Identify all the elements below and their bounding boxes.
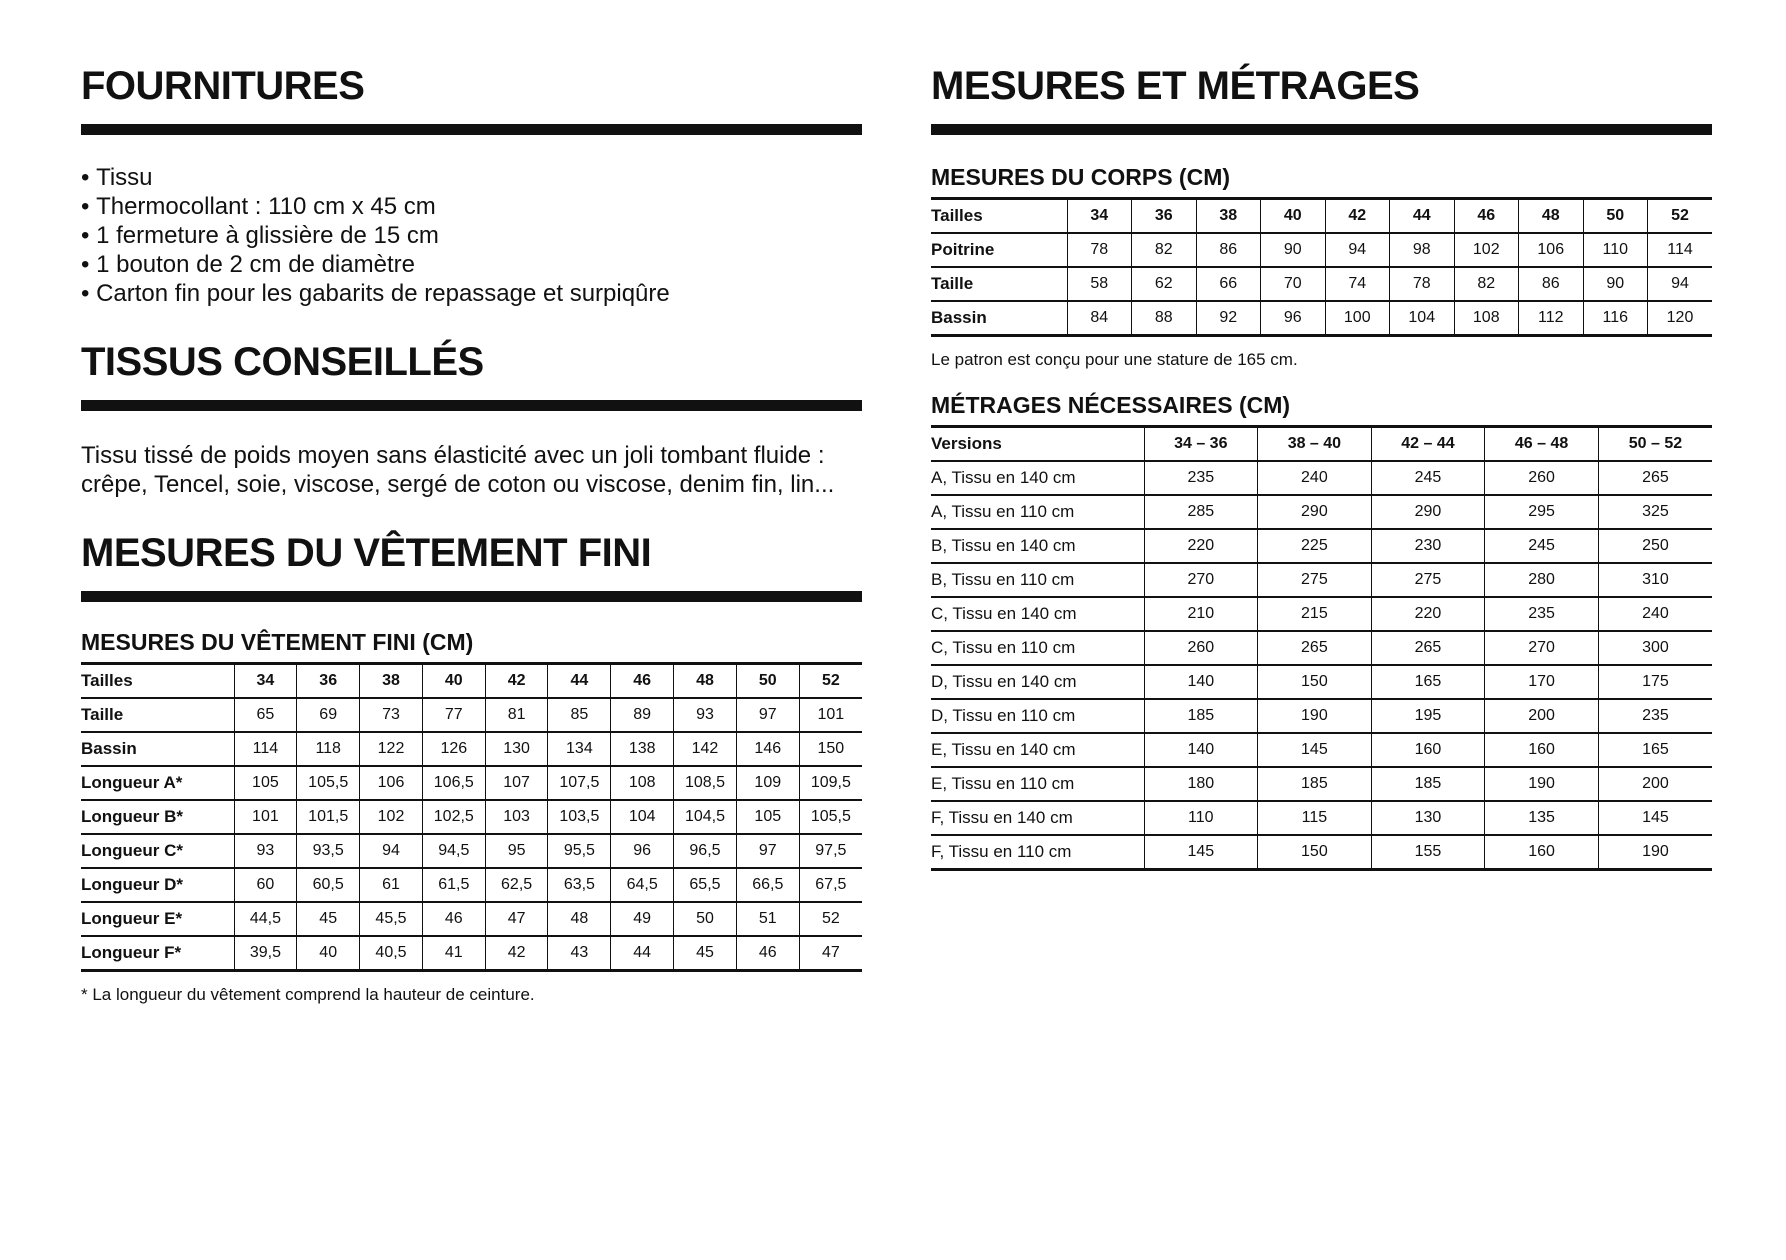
table-cell: 180 bbox=[1144, 767, 1258, 801]
mesures-heading: MESURES ET MÉTRAGES bbox=[931, 64, 1420, 108]
table-cell: 110 bbox=[1144, 801, 1258, 835]
table-cell: 215 bbox=[1258, 597, 1372, 631]
table-row bbox=[81, 902, 862, 936]
table-cell: 165 bbox=[1371, 665, 1485, 699]
table-header-row bbox=[931, 427, 1712, 462]
table-cell: 240 bbox=[1258, 461, 1372, 495]
table-row bbox=[931, 597, 1712, 631]
table-row-label: E, Tissu en 140 cm bbox=[931, 733, 1144, 767]
table-cell: 45 bbox=[297, 902, 360, 936]
table-row bbox=[931, 233, 1712, 267]
table-cell: 230 bbox=[1371, 529, 1485, 563]
table-cell: 95 bbox=[485, 834, 548, 868]
table-row-label: A, Tissu en 140 cm bbox=[931, 461, 1144, 495]
table-cell: 52 bbox=[799, 902, 862, 936]
table-row bbox=[81, 936, 862, 971]
table-row-label: A, Tissu en 110 cm bbox=[931, 495, 1144, 529]
table-cell: 102 bbox=[360, 800, 423, 834]
table-cell: 47 bbox=[485, 902, 548, 936]
table-row bbox=[931, 665, 1712, 699]
table-row-label: Longueur E* bbox=[81, 902, 234, 936]
table-header-cell: 42 bbox=[1325, 199, 1390, 234]
table-cell: 185 bbox=[1144, 699, 1258, 733]
table-row bbox=[931, 801, 1712, 835]
table-cell: 265 bbox=[1258, 631, 1372, 665]
table-cell: 126 bbox=[422, 732, 485, 766]
table-row bbox=[931, 699, 1712, 733]
table-cell: 310 bbox=[1598, 563, 1712, 597]
table-cell: 105,5 bbox=[799, 800, 862, 834]
fournitures-heading: FOURNITURES bbox=[81, 64, 365, 108]
table-cell: 260 bbox=[1144, 631, 1258, 665]
table-cell: 190 bbox=[1598, 835, 1712, 870]
table-cell: 51 bbox=[736, 902, 799, 936]
table-cell: 43 bbox=[548, 936, 611, 971]
table-cell: 46 bbox=[736, 936, 799, 971]
table-header-cell: 42 – 44 bbox=[1371, 427, 1485, 462]
table-cell: 101,5 bbox=[297, 800, 360, 834]
fournitures-list bbox=[81, 163, 862, 308]
table-cell: 145 bbox=[1258, 733, 1372, 767]
table-cell: 88 bbox=[1132, 301, 1197, 336]
table-cell: 60 bbox=[234, 868, 297, 902]
table-cell: 100 bbox=[1325, 301, 1390, 336]
table-cell: 106 bbox=[360, 766, 423, 800]
table-cell: 92 bbox=[1196, 301, 1261, 336]
table-cell: 67,5 bbox=[799, 868, 862, 902]
vetement-table-title: MESURES DU VÊTEMENT FINI (CM) bbox=[81, 629, 474, 655]
table-cell: 104,5 bbox=[674, 800, 737, 834]
table-row bbox=[931, 631, 1712, 665]
section-rule bbox=[81, 400, 862, 411]
table-cell: 94 bbox=[1325, 233, 1390, 267]
table-cell: 285 bbox=[1144, 495, 1258, 529]
table-cell: 190 bbox=[1258, 699, 1372, 733]
table-header-cell: 34 bbox=[1067, 199, 1132, 234]
table-cell: 86 bbox=[1196, 233, 1261, 267]
table-cell: 104 bbox=[1390, 301, 1455, 336]
table-row bbox=[81, 834, 862, 868]
table-header-cell: 36 bbox=[297, 664, 360, 699]
table-cell: 42 bbox=[485, 936, 548, 971]
table-cell: 280 bbox=[1485, 563, 1599, 597]
table-cell: 93 bbox=[234, 834, 297, 868]
table-cell: 106 bbox=[1519, 233, 1584, 267]
table-cell: 225 bbox=[1258, 529, 1372, 563]
table-row-label: B, Tissu en 110 cm bbox=[931, 563, 1144, 597]
list-item: • Tissu bbox=[81, 163, 862, 192]
table-cell: 101 bbox=[799, 698, 862, 732]
table-cell: 130 bbox=[1371, 801, 1485, 835]
table-cell: 160 bbox=[1485, 733, 1599, 767]
table-cell: 49 bbox=[611, 902, 674, 936]
list-item: • Thermocollant : 110 cm x 45 cm bbox=[81, 192, 862, 221]
table-cell: 110 bbox=[1583, 233, 1648, 267]
table-cell: 160 bbox=[1371, 733, 1485, 767]
table-header-cell: Versions bbox=[931, 427, 1144, 462]
table-cell: 39,5 bbox=[234, 936, 297, 971]
table-cell: 97 bbox=[736, 698, 799, 732]
tissus-text: Tissu tissé de poids moyen sans élasticité avec un joli tombant fluide : crêpe, Tencel, soie, viscose, sergé de coton ou viscose, denim fin, lin... bbox=[81, 442, 835, 498]
table-header-cell: 34 bbox=[234, 664, 297, 699]
table-cell: 45,5 bbox=[360, 902, 423, 936]
table-row bbox=[931, 495, 1712, 529]
table-cell: 78 bbox=[1067, 233, 1132, 267]
table-cell: 240 bbox=[1598, 597, 1712, 631]
table-cell: 105 bbox=[234, 766, 297, 800]
table-cell: 58 bbox=[1067, 267, 1132, 301]
table-header-cell: 50 – 52 bbox=[1598, 427, 1712, 462]
table-cell: 98 bbox=[1390, 233, 1455, 267]
table-cell: 62,5 bbox=[485, 868, 548, 902]
corps-table bbox=[931, 197, 1712, 337]
table-cell: 106,5 bbox=[422, 766, 485, 800]
table-cell: 90 bbox=[1261, 233, 1326, 267]
table-cell: 63,5 bbox=[548, 868, 611, 902]
table-row-label: C, Tissu en 140 cm bbox=[931, 597, 1144, 631]
table-cell: 170 bbox=[1485, 665, 1599, 699]
table-cell: 96 bbox=[611, 834, 674, 868]
right-column bbox=[931, 62, 1712, 871]
table-cell: 108,5 bbox=[674, 766, 737, 800]
table-header-row bbox=[81, 664, 862, 699]
table-cell: 65 bbox=[234, 698, 297, 732]
table-cell: 245 bbox=[1371, 461, 1485, 495]
table-cell: 90 bbox=[1583, 267, 1648, 301]
table-header-cell: Tailles bbox=[931, 199, 1067, 234]
table-row bbox=[931, 301, 1712, 336]
table-header-cell: 46 bbox=[611, 664, 674, 699]
table-cell: 245 bbox=[1485, 529, 1599, 563]
table-header-cell: 34 – 36 bbox=[1144, 427, 1258, 462]
table-cell: 61 bbox=[360, 868, 423, 902]
table-row-label: Longueur C* bbox=[81, 834, 234, 868]
table-header-cell: 48 bbox=[674, 664, 737, 699]
table-cell: 175 bbox=[1598, 665, 1712, 699]
list-item: • 1 fermeture à glissière de 15 cm bbox=[81, 221, 862, 250]
table-cell: 105 bbox=[736, 800, 799, 834]
table-row-label: D, Tissu en 140 cm bbox=[931, 665, 1144, 699]
table-row bbox=[81, 732, 862, 766]
table-header-cell: 50 bbox=[1583, 199, 1648, 234]
list-item: • 1 bouton de 2 cm de diamètre bbox=[81, 250, 862, 279]
table-cell: 275 bbox=[1258, 563, 1372, 597]
section-rule bbox=[81, 124, 862, 135]
table-cell: 210 bbox=[1144, 597, 1258, 631]
table-cell: 107 bbox=[485, 766, 548, 800]
table-cell: 235 bbox=[1485, 597, 1599, 631]
table-cell: 114 bbox=[234, 732, 297, 766]
table-row bbox=[931, 267, 1712, 301]
table-cell: 200 bbox=[1598, 767, 1712, 801]
table-cell: 97,5 bbox=[799, 834, 862, 868]
section-rule bbox=[931, 124, 1712, 135]
table-cell: 220 bbox=[1371, 597, 1485, 631]
table-cell: 118 bbox=[297, 732, 360, 766]
table-cell: 61,5 bbox=[422, 868, 485, 902]
table-header-cell: 44 bbox=[1390, 199, 1455, 234]
table-row bbox=[931, 835, 1712, 870]
table-row bbox=[81, 766, 862, 800]
table-cell: 101 bbox=[234, 800, 297, 834]
table-cell: 190 bbox=[1485, 767, 1599, 801]
table-row bbox=[81, 698, 862, 732]
table-cell: 45 bbox=[674, 936, 737, 971]
table-cell: 44 bbox=[611, 936, 674, 971]
table-cell: 295 bbox=[1485, 495, 1599, 529]
table-cell: 64,5 bbox=[611, 868, 674, 902]
table-cell: 185 bbox=[1371, 767, 1485, 801]
table-header-cell: 40 bbox=[422, 664, 485, 699]
table-cell: 150 bbox=[799, 732, 862, 766]
table-cell: 145 bbox=[1598, 801, 1712, 835]
table-cell: 290 bbox=[1371, 495, 1485, 529]
table-cell: 89 bbox=[611, 698, 674, 732]
table-cell: 95,5 bbox=[548, 834, 611, 868]
table-cell: 60,5 bbox=[297, 868, 360, 902]
table-row bbox=[931, 461, 1712, 495]
table-cell: 270 bbox=[1144, 563, 1258, 597]
table-header-cell: 38 bbox=[1196, 199, 1261, 234]
table-cell: 41 bbox=[422, 936, 485, 971]
table-cell: 146 bbox=[736, 732, 799, 766]
metrages-table bbox=[931, 425, 1712, 871]
table-header-cell: 50 bbox=[736, 664, 799, 699]
corps-note: Le patron est conçu pour une stature de 165 cm. bbox=[931, 350, 1298, 369]
table-cell: 93,5 bbox=[297, 834, 360, 868]
table-cell: 94 bbox=[360, 834, 423, 868]
table-cell: 265 bbox=[1598, 461, 1712, 495]
table-cell: 84 bbox=[1067, 301, 1132, 336]
table-cell: 102,5 bbox=[422, 800, 485, 834]
table-cell: 142 bbox=[674, 732, 737, 766]
table-cell: 107,5 bbox=[548, 766, 611, 800]
table-cell: 103 bbox=[485, 800, 548, 834]
table-row-label: B, Tissu en 140 cm bbox=[931, 529, 1144, 563]
table-row-label: Longueur B* bbox=[81, 800, 234, 834]
table-cell: 96 bbox=[1261, 301, 1326, 336]
table-cell: 48 bbox=[548, 902, 611, 936]
tissus-heading: TISSUS CONSEILLÉS bbox=[81, 340, 484, 384]
corps-table-title: MESURES DU CORPS (CM) bbox=[931, 164, 1231, 190]
table-cell: 81 bbox=[485, 698, 548, 732]
table-cell: 93 bbox=[674, 698, 737, 732]
table-row-label: F, Tissu en 110 cm bbox=[931, 835, 1144, 870]
table-cell: 270 bbox=[1485, 631, 1599, 665]
table-cell: 103,5 bbox=[548, 800, 611, 834]
table-cell: 47 bbox=[799, 936, 862, 971]
table-header-cell: 52 bbox=[799, 664, 862, 699]
table-cell: 86 bbox=[1519, 267, 1584, 301]
table-cell: 200 bbox=[1485, 699, 1599, 733]
table-row-label: F, Tissu en 140 cm bbox=[931, 801, 1144, 835]
table-cell: 108 bbox=[1454, 301, 1519, 336]
table-cell: 104 bbox=[611, 800, 674, 834]
table-cell: 73 bbox=[360, 698, 423, 732]
table-row bbox=[81, 800, 862, 834]
table-row-label: Taille bbox=[81, 698, 234, 732]
table-cell: 40,5 bbox=[360, 936, 423, 971]
table-row-label: Longueur A* bbox=[81, 766, 234, 800]
table-cell: 135 bbox=[1485, 801, 1599, 835]
table-cell: 145 bbox=[1144, 835, 1258, 870]
table-header-cell: 46 – 48 bbox=[1485, 427, 1599, 462]
table-cell: 62 bbox=[1132, 267, 1197, 301]
table-header-cell: 52 bbox=[1648, 199, 1713, 234]
table-cell: 50 bbox=[674, 902, 737, 936]
table-cell: 105,5 bbox=[297, 766, 360, 800]
table-row-label: D, Tissu en 110 cm bbox=[931, 699, 1144, 733]
table-row bbox=[931, 529, 1712, 563]
table-cell: 235 bbox=[1598, 699, 1712, 733]
table-cell: 120 bbox=[1648, 301, 1713, 336]
table-cell: 275 bbox=[1371, 563, 1485, 597]
table-cell: 94 bbox=[1648, 267, 1713, 301]
table-header-cell: 46 bbox=[1454, 199, 1519, 234]
table-cell: 116 bbox=[1583, 301, 1648, 336]
table-row bbox=[931, 563, 1712, 597]
table-cell: 40 bbox=[297, 936, 360, 971]
table-cell: 85 bbox=[548, 698, 611, 732]
table-cell: 260 bbox=[1485, 461, 1599, 495]
table-cell: 66 bbox=[1196, 267, 1261, 301]
table-cell: 115 bbox=[1258, 801, 1372, 835]
table-cell: 74 bbox=[1325, 267, 1390, 301]
metrages-table-title: MÉTRAGES NÉCESSAIRES (CM) bbox=[931, 392, 1291, 418]
table-row-label: Poitrine bbox=[931, 233, 1067, 267]
table-cell: 70 bbox=[1261, 267, 1326, 301]
table-header-cell: 44 bbox=[548, 664, 611, 699]
table-cell: 77 bbox=[422, 698, 485, 732]
table-cell: 108 bbox=[611, 766, 674, 800]
table-cell: 235 bbox=[1144, 461, 1258, 495]
table-cell: 44,5 bbox=[234, 902, 297, 936]
table-header-cell: 38 – 40 bbox=[1258, 427, 1372, 462]
table-row bbox=[931, 767, 1712, 801]
table-cell: 160 bbox=[1485, 835, 1599, 870]
table-cell: 150 bbox=[1258, 835, 1372, 870]
table-cell: 155 bbox=[1371, 835, 1485, 870]
table-cell: 140 bbox=[1144, 733, 1258, 767]
table-header-cell: 40 bbox=[1261, 199, 1326, 234]
table-cell: 94,5 bbox=[422, 834, 485, 868]
table-cell: 325 bbox=[1598, 495, 1712, 529]
table-cell: 82 bbox=[1454, 267, 1519, 301]
table-cell: 138 bbox=[611, 732, 674, 766]
section-rule bbox=[81, 591, 862, 602]
table-row-label: Taille bbox=[931, 267, 1067, 301]
list-item: • Carton fin pour les gabarits de repassage et surpiqûre bbox=[81, 279, 862, 308]
table-cell: 195 bbox=[1371, 699, 1485, 733]
table-cell: 165 bbox=[1598, 733, 1712, 767]
table-header-cell: 38 bbox=[360, 664, 423, 699]
table-header-row bbox=[931, 199, 1712, 234]
table-cell: 300 bbox=[1598, 631, 1712, 665]
table-cell: 185 bbox=[1258, 767, 1372, 801]
table-header-cell: 36 bbox=[1132, 199, 1197, 234]
table-cell: 122 bbox=[360, 732, 423, 766]
table-cell: 265 bbox=[1371, 631, 1485, 665]
table-cell: 66,5 bbox=[736, 868, 799, 902]
table-cell: 78 bbox=[1390, 267, 1455, 301]
table-cell: 65,5 bbox=[674, 868, 737, 902]
table-cell: 150 bbox=[1258, 665, 1372, 699]
table-cell: 114 bbox=[1648, 233, 1713, 267]
table-cell: 82 bbox=[1132, 233, 1197, 267]
table-cell: 109 bbox=[736, 766, 799, 800]
table-row-label: Longueur F* bbox=[81, 936, 234, 971]
table-cell: 102 bbox=[1454, 233, 1519, 267]
table-row bbox=[81, 868, 862, 902]
table-cell: 112 bbox=[1519, 301, 1584, 336]
table-row-label: E, Tissu en 110 cm bbox=[931, 767, 1144, 801]
table-cell: 69 bbox=[297, 698, 360, 732]
table-cell: 220 bbox=[1144, 529, 1258, 563]
table-cell: 109,5 bbox=[799, 766, 862, 800]
table-cell: 46 bbox=[422, 902, 485, 936]
table-cell: 97 bbox=[736, 834, 799, 868]
table-cell: 140 bbox=[1144, 665, 1258, 699]
left-column bbox=[81, 62, 862, 1006]
table-header-cell: 48 bbox=[1519, 199, 1584, 234]
table-row bbox=[931, 733, 1712, 767]
table-cell: 290 bbox=[1258, 495, 1372, 529]
table-header-cell: Tailles bbox=[81, 664, 234, 699]
table-cell: 134 bbox=[548, 732, 611, 766]
table-row-label: Longueur D* bbox=[81, 868, 234, 902]
table-row-label: Bassin bbox=[931, 301, 1067, 336]
table-cell: 96,5 bbox=[674, 834, 737, 868]
table-header-cell: 42 bbox=[485, 664, 548, 699]
vetement-table bbox=[81, 662, 862, 972]
vetement-heading: MESURES DU VÊTEMENT FINI bbox=[81, 531, 652, 575]
table-row-label: Bassin bbox=[81, 732, 234, 766]
table-row-label: C, Tissu en 110 cm bbox=[931, 631, 1144, 665]
vetement-note: * La longueur du vêtement comprend la hauteur de ceinture. bbox=[81, 985, 535, 1004]
table-cell: 130 bbox=[485, 732, 548, 766]
table-cell: 250 bbox=[1598, 529, 1712, 563]
